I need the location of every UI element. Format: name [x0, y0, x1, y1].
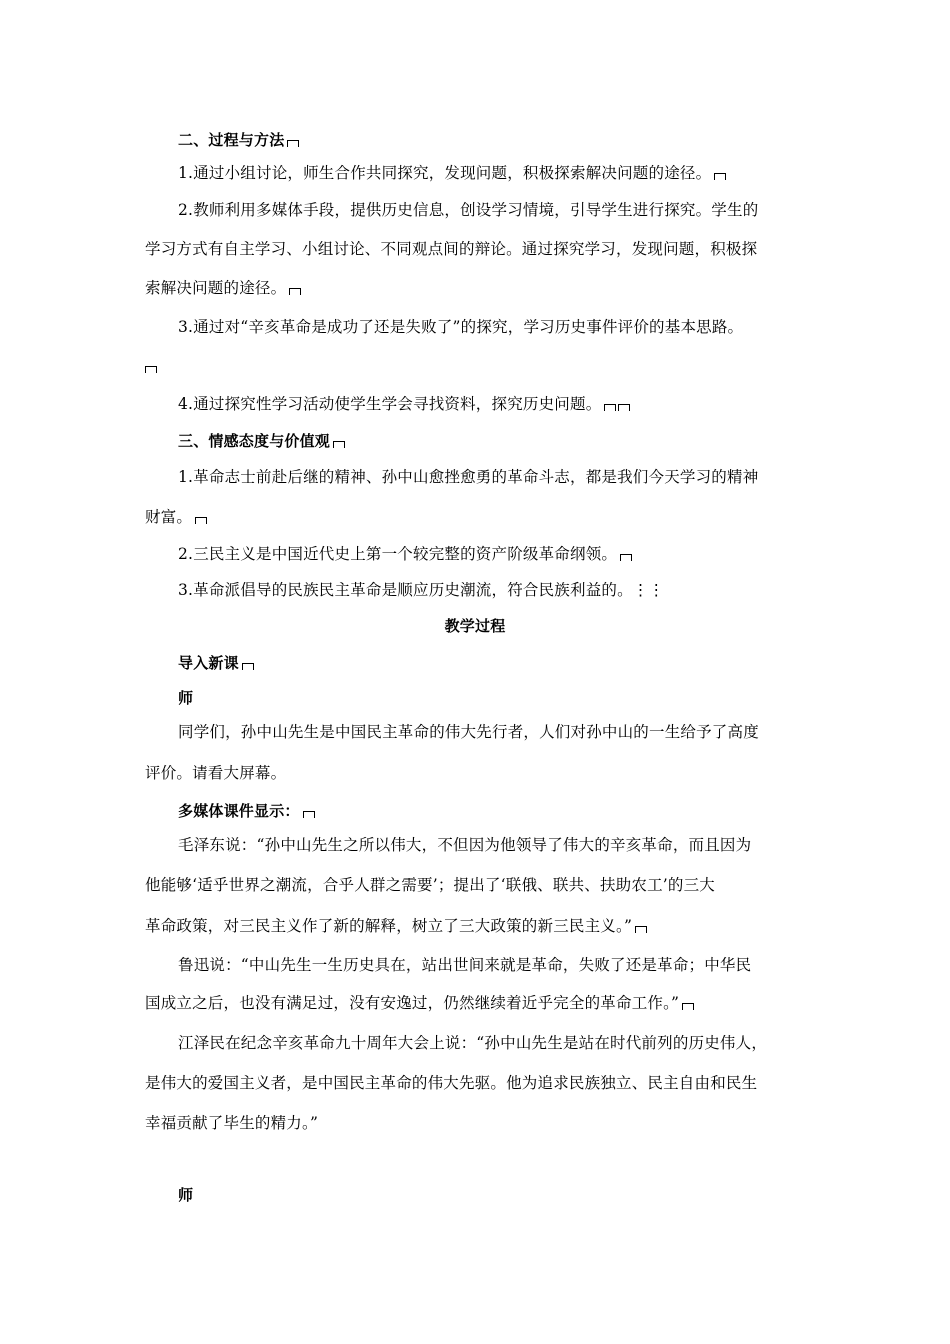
paragraph-line: 1.革命志士前赴后继的精神、孙中山愈挫愈勇的革命斗志，都是我们今天学习的精神 [178, 468, 759, 486]
paragraph-line: 索解决问题的途径。 [145, 276, 301, 300]
return-mark-icon [145, 366, 157, 373]
paragraph-line: 2.教师利用多媒体手段，提供历史信息，创设学习情境，引导学生进行探究。学生的 [178, 201, 759, 219]
return-mark-icon [635, 926, 647, 933]
paragraph-line: 同学们，孙中山先生是中国民主革命的伟大先行者，人们对孙中山的一生给予了高度 [178, 723, 759, 741]
quote-line: 国成立之后，也没有满足过，没有安逸过，仍然继续着近乎完全的革命工作。” [145, 991, 694, 1015]
return-mark-icon [620, 554, 632, 561]
return-mark-icon [289, 288, 301, 295]
return-mark-icon [287, 140, 299, 147]
return-mark-icon [618, 404, 630, 411]
paragraph-line: 2.三民主义是中国近代史上第一个较完整的资产阶级革命纲领。 [178, 542, 632, 566]
return-mark-icon [604, 404, 616, 411]
return-mark-icon [333, 441, 345, 448]
return-mark-icon [195, 517, 207, 524]
paragraph-line [145, 354, 157, 378]
section-heading-process-method: 二、过程与方法 [178, 128, 299, 152]
paragraph-line: 1.通过小组讨论，师生合作共同探究，发现问题，积极探索解决问题的途径。 [178, 161, 726, 185]
section-heading-intro: 导入新课 [178, 651, 254, 675]
section-heading-emotion-values: 三、情感态度与价值观 [178, 429, 345, 453]
return-mark-icon [714, 173, 726, 180]
quote-line: 革命政策，对三民主义作了新的解释，树立了三大政策的新三民主义。” [145, 914, 647, 938]
paragraph-line: 4.通过探究性学习活动使学生学会寻找资料，探究历史问题。 [178, 392, 630, 416]
quote-line: 幸福贡献了毕生的精力。” [145, 1114, 319, 1132]
page-title: 教学过程 [444, 617, 506, 635]
paragraph-line: 财富。 [145, 505, 207, 529]
return-mark-icon [303, 811, 315, 818]
quote-line: 江泽民在纪念辛亥革命九十周年大会上说：“孙中山先生是站在时代前列的历史伟人， [178, 1034, 768, 1052]
speaker-label: 师 [178, 689, 194, 707]
return-mark-icon [242, 663, 254, 670]
quote-line: 鲁迅说：“中山先生一生历史具在，站出世间来就是革命，失败了还是革命；中华民 [178, 956, 752, 974]
paragraph-line: 3.通过对“辛亥革命是成功了还是失败了”的探究，学习历史事件评价的基本思路。 [178, 318, 744, 336]
paragraph-line: 评价。请看大屏幕。 [145, 764, 287, 782]
quote-line: 毛泽东说：“孙中山先生之所以伟大，不但因为他领导了伟大的辛亥革命，而且因为 [178, 836, 752, 854]
quote-line: 是伟大的爱国主义者，是中国民主革命的伟大先驱。他为追求民族独立、民主自由和民生 [145, 1074, 758, 1092]
speaker-label: 师 [178, 1186, 194, 1204]
section-heading-multimedia: 多媒体课件显示： [178, 799, 315, 823]
return-mark-icon [682, 1003, 694, 1010]
paragraph-line: 3.革命派倡导的民族民主革命是顺应历史潮流，符合民族利益的。⋮⋮ [178, 581, 665, 599]
quote-line: 他能够‘适乎世界之潮流，合乎人群之需要’；提出了‘联俄、联共、扶助农工’的三大 [145, 876, 716, 894]
paragraph-line: 学习方式有自主学习、小组讨论、不同观点间的辩论。通过探究学习，发现问题，积极探 [145, 240, 758, 258]
